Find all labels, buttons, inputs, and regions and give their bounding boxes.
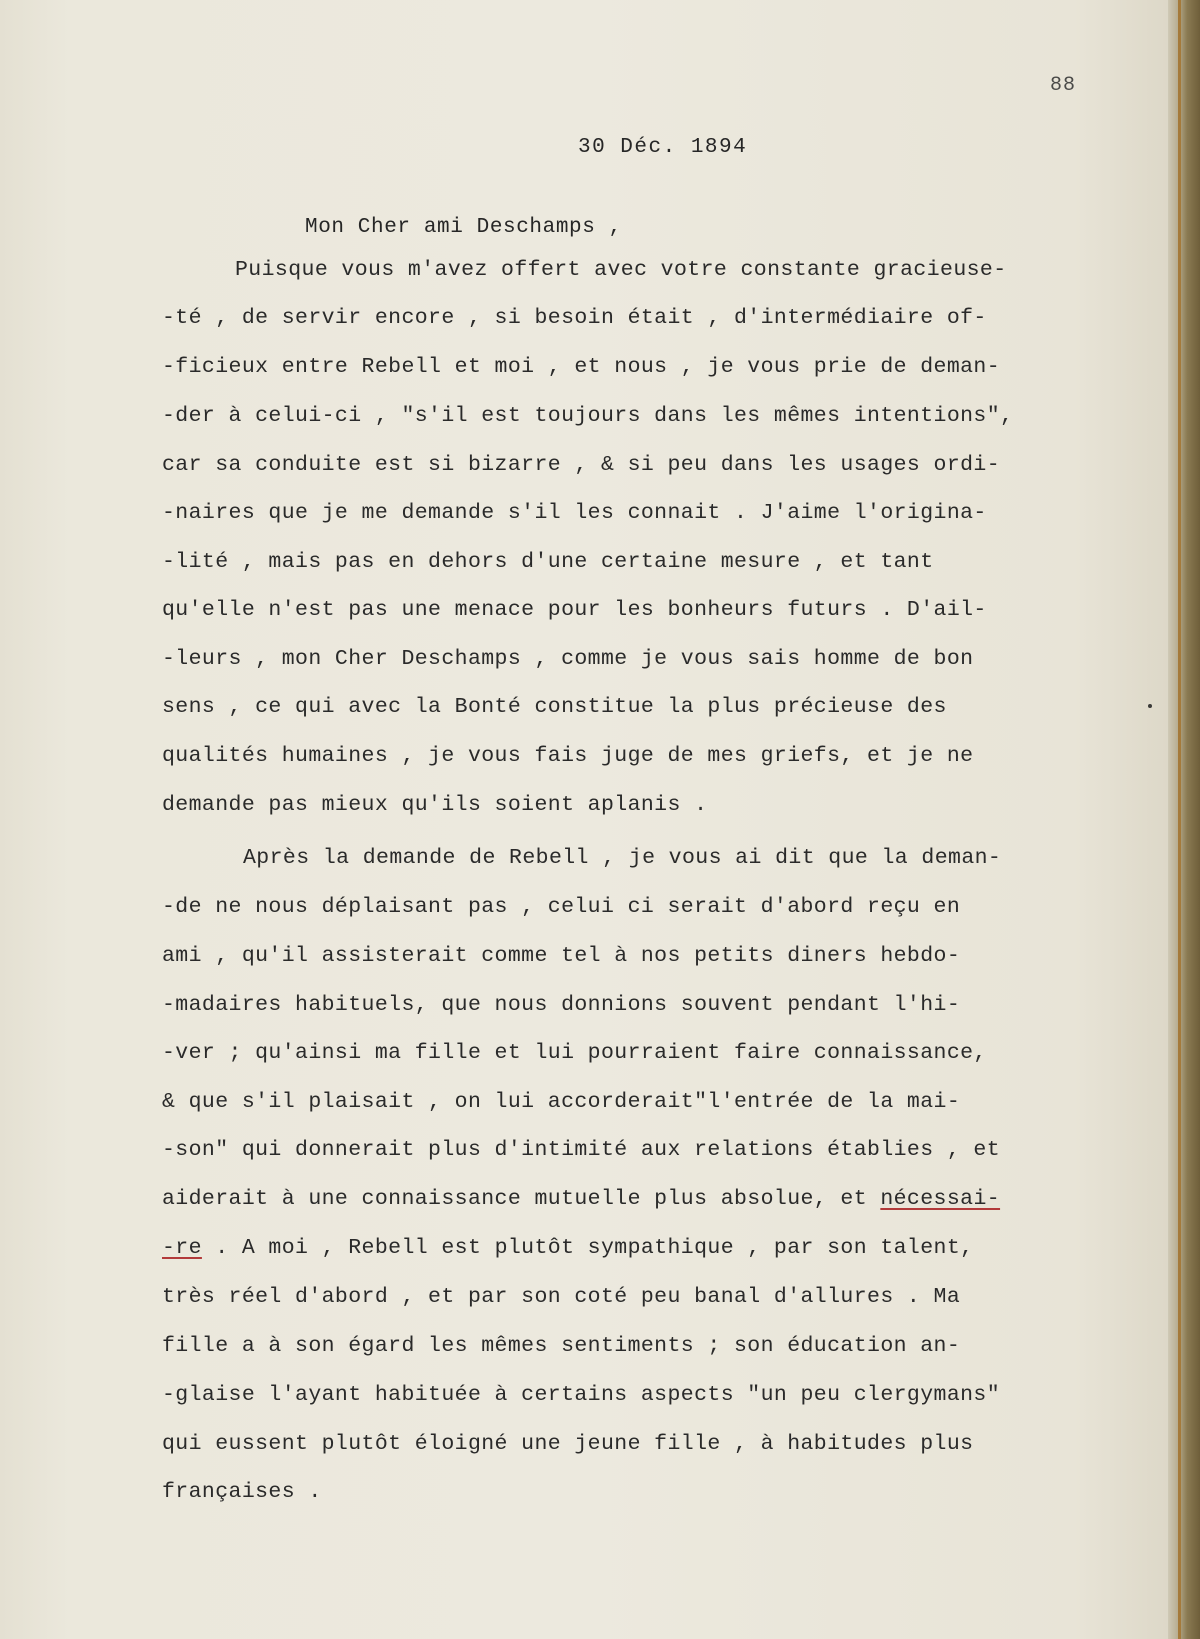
body-line: -son" qui donnerait plus d'intimité aux relations établies , et: [162, 1138, 1001, 1162]
body-line: [162, 1236, 973, 1260]
body-line: Puisque vous m'avez offert avec votre constante gracieuse-: [235, 258, 1007, 282]
body-line: qui eussent plutôt éloigné une jeune fille , à habitudes plus: [162, 1432, 974, 1456]
body-line: -de ne nous déplaisant pas , celui ci serait d'abord reçu en: [162, 895, 961, 919]
body-line: -ver ; qu'ainsi ma fille et lui pourraient faire connaissance,: [162, 1041, 987, 1065]
body-line: car sa conduite est si bizarre , & si peu dans les usages ordi-: [162, 453, 1001, 477]
page-number: 88: [1050, 74, 1077, 97]
body-line: [162, 1187, 1000, 1211]
underlined-word: -re: [162, 1236, 202, 1260]
underlined-word: nécessai-: [880, 1187, 1001, 1211]
body-line: -der à celui-ci , "s'il est toujours dans les mêmes intentions",: [162, 404, 1014, 428]
body-line: -leurs , mon Cher Deschamps , comme je vous sais homme de bon: [162, 647, 974, 671]
binding-stripe: [1178, 0, 1181, 1639]
body-line: qualités humaines , je vous fais juge de mes griefs, et je ne: [162, 744, 974, 768]
salutation: Mon Cher ami Deschamps ,: [305, 216, 622, 239]
body-line-text: . A moi , Rebell est plutôt sympathique , par son talent,: [201, 1236, 974, 1260]
body-line: Après la demande de Rebell , je vous ai dit que la deman-: [243, 846, 1002, 870]
body-line: -ficieux entre Rebell et moi , et nous , je vous prie de deman-: [162, 355, 1001, 379]
body-line: qu'elle n'est pas une menace pour les bonheurs futurs . D'ail-: [162, 598, 987, 622]
body-line: -té , de servir encore , si besoin était , d'intermédiaire of-: [162, 306, 987, 330]
body-line: demande pas mieux qu'ils soient aplanis .: [162, 793, 708, 817]
body-line: -glaise l'ayant habituée à certains aspects "un peu clergymans": [162, 1383, 1001, 1407]
body-line: -naires que je me demande s'il les connait . J'aime l'origina-: [162, 501, 987, 525]
body-line: -lité , mais pas en dehors d'une certaine mesure , et tant: [162, 550, 934, 574]
letter-date: 30 Déc. 1894: [578, 136, 748, 159]
body-line-text: aiderait à une connaissance mutuelle plus absolue, et: [162, 1187, 881, 1211]
body-line: -madaires habituels, que nous donnions souvent pendant l'hi-: [162, 993, 961, 1017]
body-line: très réel d'abord , et par son coté peu banal d'allures . Ma: [162, 1285, 961, 1309]
body-line: sens , ce qui avec la Bonté constitue la plus précieuse des: [162, 695, 947, 719]
book-binding-edge: [1168, 0, 1200, 1639]
body-line: françaises .: [162, 1480, 322, 1504]
body-line: & que s'il plaisait , on lui accorderait"l'entrée de la mai-: [162, 1090, 961, 1114]
body-line: fille a à son égard les mêmes sentiments ; son éducation an-: [162, 1334, 961, 1358]
body-line: ami , qu'il assisterait comme tel à nos petits diners hebdo-: [162, 944, 961, 968]
